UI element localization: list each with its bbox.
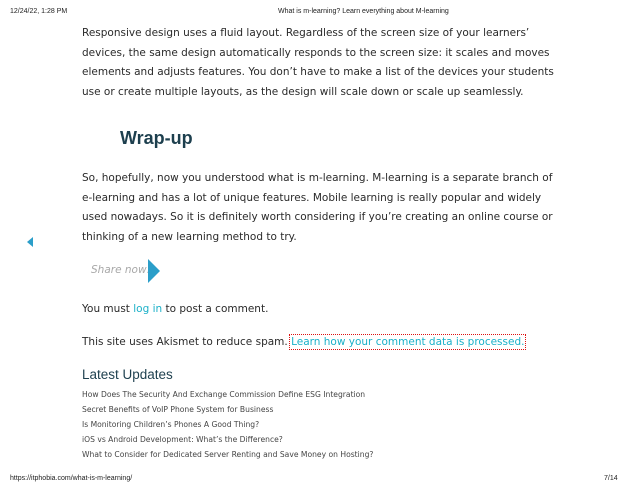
latest-updates-list	[82, 389, 373, 464]
login-notice-suffix: to post a comment.	[165, 303, 269, 315]
akismet-notice	[82, 336, 524, 348]
login-notice-prefix: You must	[82, 303, 130, 315]
print-url: https://itphobia.com/what-is-m-learning/	[10, 475, 133, 482]
paragraph-responsive-design: Responsive design uses a fluid layout. Regardless of the screen size of your learners’ devices, the same design automatically responds to the screen size: it scales and moves elements and adjusts features. You don’t have to make a list of the devices your students use or create multiple layouts, as the design will scale down or scale up seamlessly.	[82, 27, 554, 98]
latest-update-link[interactable]: How Does The Security And Exchange Commission Define ESG Integration	[82, 390, 366, 399]
login-notice	[82, 303, 268, 315]
latest-update-link[interactable]: Is Monitoring Children’s Phones A Good Thing?	[82, 420, 260, 429]
share-play-icon[interactable]	[148, 259, 160, 283]
akismet-privacy-link[interactable]: Learn how your comment data is processed.	[291, 336, 525, 348]
heading-wrap-up: Wrap-up	[120, 128, 193, 148]
login-link[interactable]: log in	[133, 303, 163, 315]
latest-updates-title: Latest Updates	[82, 367, 173, 382]
latest-update-link[interactable]: What to Consider for Dedicated Server Renting and Save Money on Hosting?	[82, 450, 374, 459]
print-page-number: 7/14	[604, 475, 618, 482]
latest-update-link[interactable]: Secret Benefits of VoIP Phone System for Business	[82, 405, 274, 414]
akismet-notice-text: This site uses Akismet to reduce spam.	[82, 336, 288, 348]
print-page-title: What is m-learning? Learn everything about M-learning	[278, 8, 449, 15]
latest-update-link[interactable]: iOS vs Android Development: What’s the Difference?	[82, 435, 283, 444]
share-now-label[interactable]: Share now!	[91, 264, 151, 276]
paragraph-wrap-up: So, hopefully, now you understood what is m-learning. M-learning is a separate branch of e-learning and has a lot of unique features. Mobile learning is really popular and widely used nowadays. So it is definitely worth considering if you’re creating an online course or thinking of a new learning method to try.	[82, 172, 553, 243]
share-toggle-arrow-icon[interactable]	[27, 237, 33, 247]
print-datetime: 12/24/22, 1:28 PM	[10, 8, 68, 15]
